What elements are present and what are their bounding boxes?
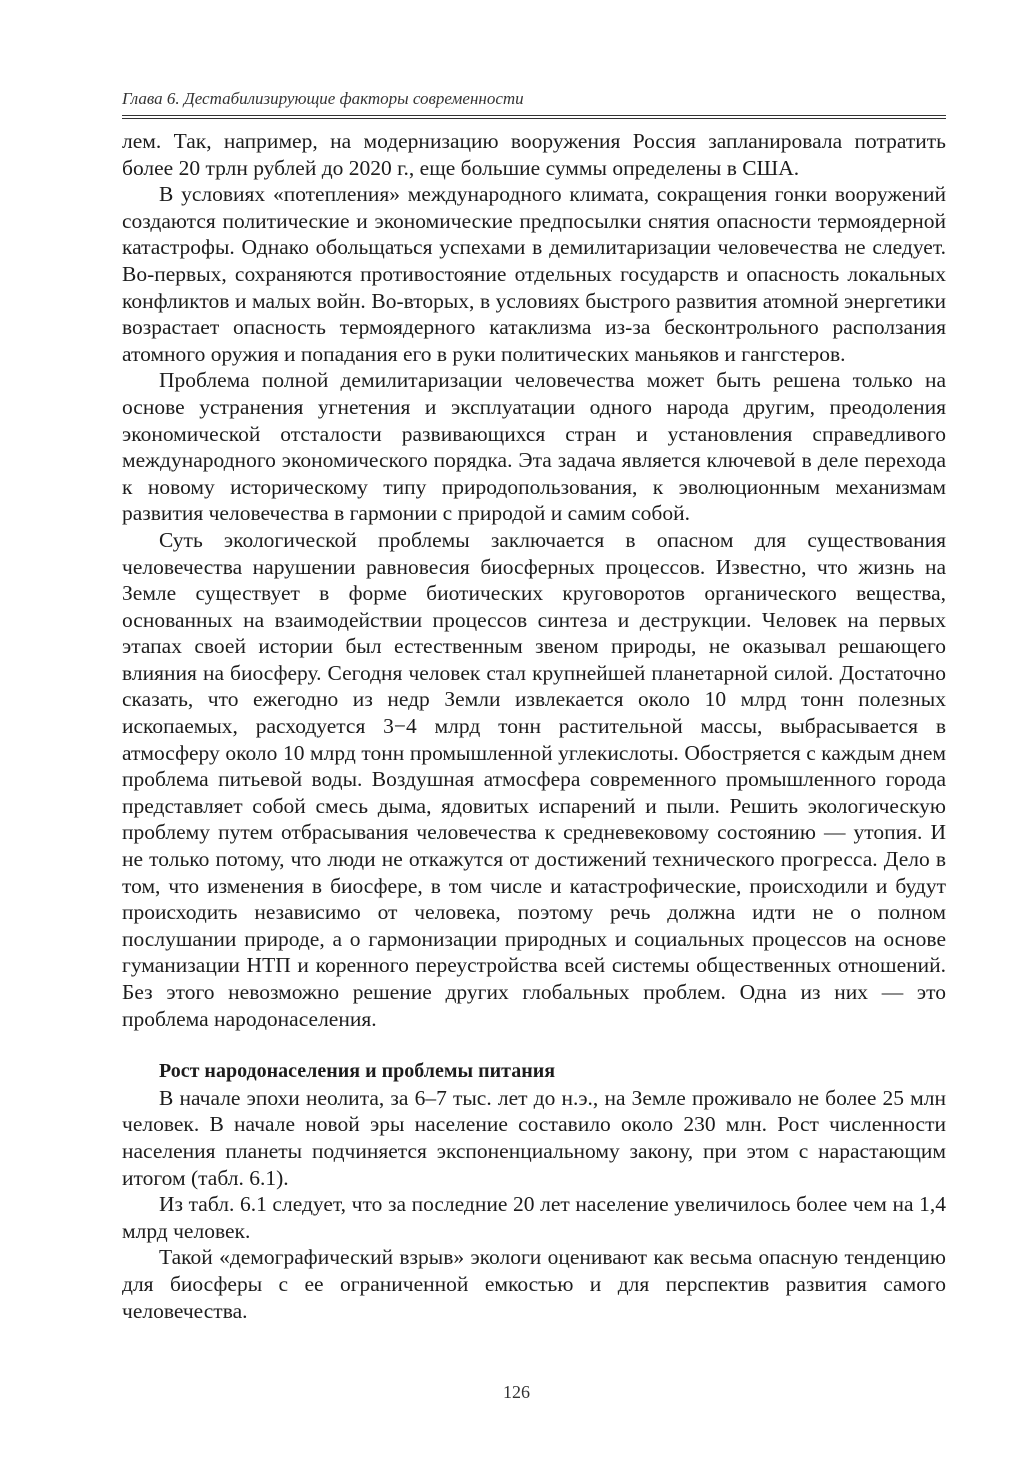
header-rule bbox=[122, 115, 946, 119]
page-number: 126 bbox=[503, 1382, 530, 1402]
paragraph: В условиях «потепления» международного климата, сокращения гонки вооружений создаются политические и экономические предпосылки снятия опасности термоядерной катастрофы. Однако обольщаться успехами в демилитаризации человечества не следует. Во-первых, сохраняются противостояние отдельных государств и опасность локальных конфликтов и малых войн. Во-вторых, в условиях быстрого развития атомной энергетики возрастает опасность термоядерного катаклизма из-за бесконтрольного расползания атомного оружия и попадания его в руки политических маньяков и гангстеров. bbox=[122, 182, 946, 366]
paragraph: Проблема полной демилитаризации человечества может быть решена только на основе устранения угнетения и эксплуатации одного народа другим, преодоления экономической отсталости развивающихся стран и установления справедливого международного экономического порядка. Эта задача является ключевой в деле перехода к новому историческому типу природопользования, к эволюционным механизмам развития человечества в гармонии с природой и самим собой. bbox=[122, 368, 946, 526]
section-heading: Рост народонаселения и проблемы питания bbox=[159, 1060, 556, 1083]
paragraph: Из табл. 6.1 следует, что за последние 20 лет население увеличилось более чем на 1,4 млрд человек. bbox=[122, 1192, 946, 1243]
running-head: Глава 6. Дестабилизирующие факторы современности bbox=[122, 89, 524, 108]
paragraph-continued: лем. Так, например, на модернизацию вооружения Россия запланировала потратить более 20 трлн рублей до 2020 г., еще большие суммы определены в США. bbox=[122, 129, 946, 180]
paragraph: Суть экологической проблемы заключается в опасном для существования человечества нарушении равновесия биосферных процессов. Известно, что жизнь на Земле существует в форме биотических круговоротов органического вещества, основанных на взаимодействии процессов синтеза и деструкции. Человек на первых этапах своей истории был естественным звеном природы, не оказывал решающего влияния на биосферу. Сегодня человек стал крупнейшей планетарной силой. Достаточно сказать, что ежегодно из недр Земли извлекается около 10 млрд тонн полезных ископаемых, расходуется 3−4 млрд тонн растительной массы, выбрасывается в атмосферу около 10 млрд тонн промышленной углекислоты. Обостряется с каждым днем проблема питьевой воды. Воздушная атмосфера современного промышленного города представляет собой смесь дыма, ядовитых испарений и пыли. Решить экологическую проблему путем отбрасывания человечества к средневековому состоянию — утопия. И не только потому, что люди не откажутся от достижений технического прогресса. Дело в том, что изменения в биосфере, в том числе и катастрофические, происходили и будут происходить независимо от человека, поэтому речь должна идти не о полном послушании природе, а о гармонизации природных и социальных процессов на основе гуманизации НТП и коренного переустройства всей системы общественных отношений. Без этого невозможно решение других глобальных проблем. Одна из них — это проблема народонаселения. bbox=[122, 527, 946, 1031]
paragraph: Такой «демографический взрыв» экологи оценивают как весьма опасную тенденцию для биосферы с ее ограниченной емкостью и для перспектив развития самого человечества. bbox=[122, 1245, 946, 1323]
paragraph: В начале эпохи неолита, за 6–7 тыс. лет до н.э., на Земле проживало не более 25 млн человек. В начале новой эры население составило около 230 млн. Рост численности населения планеты подчиняется экспоненциальному закону, при этом с нарастающим итогом (табл. 6.1). bbox=[122, 1085, 946, 1190]
page-body bbox=[122, 128, 946, 1324]
